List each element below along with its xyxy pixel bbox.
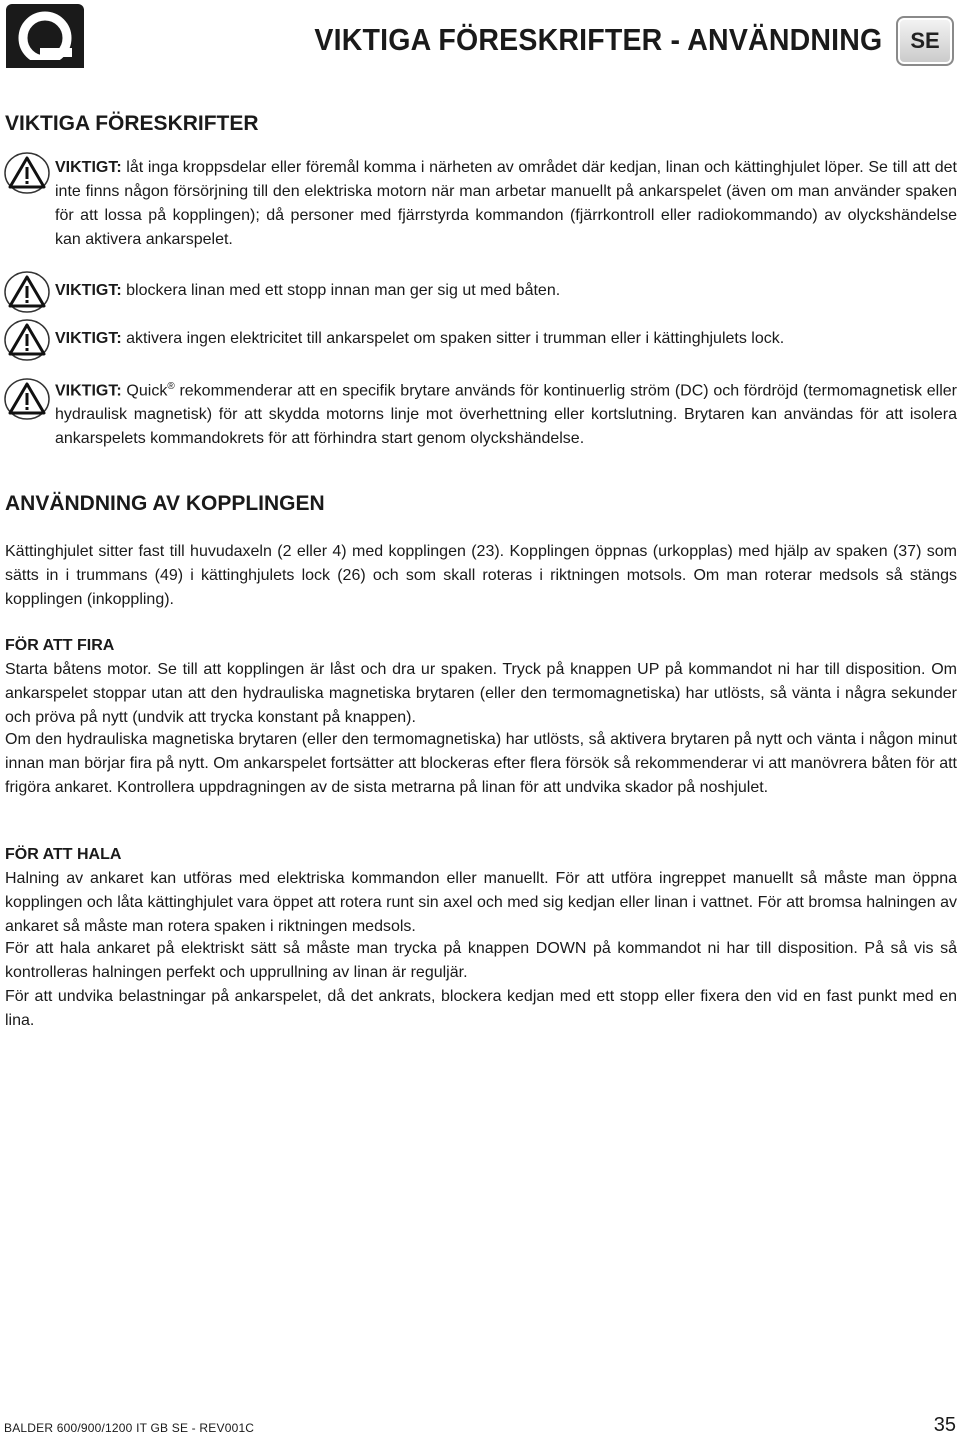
- warning-icon: [4, 152, 50, 194]
- warning-label: VIKTIGT:: [55, 382, 122, 400]
- subheading-lowering: FÖR ATT FIRA: [5, 637, 115, 654]
- warning-icon: [4, 319, 50, 361]
- warning-text: rekommenderar att en specifik brytare används för kontinuerlig ström (DC) och fördröjd (termomagnetisk eller hydraulisk magnetisk) för att skydda motorns linje mot överhettning eller kortslutning. Brytaren kan användas för att isolera ankarspelets kommandokrets för att förhindra start genom olyckshändelse.: [55, 382, 958, 448]
- warning-icon: [4, 271, 50, 313]
- warning-text-brand: Quick: [121, 382, 168, 400]
- warning-text: låt inga kroppsdelar eller föremål komma i närheten av området där kedjan, linan och kättinghjulet löper. Se till att det inte finns någon försörjning till den elektriska motorn när man arbetar manuellt på ankarspelet (även om man använder spaken för att lossa på kopplingen); då personer med fjärrstyrda kommandon (fjärrkontroll eller radiokommando) av olyckshändelse kan aktivera ankarspelet.: [55, 159, 957, 248]
- raising-paragraph-1: Halning av ankaret kan utföras med elektriska kommandon eller manuellt. För att utföra ingreppet manuellt så måste man öppna kopplingen och låta kättinghjulet vara öppet att rotera runt sin axel och med sig kedjan eller linan i vattnet. För att bromsa halningen av ankaret så måste man rotera spaken i riktningen medsols.: [5, 870, 957, 935]
- warning-label: VIKTIGT:: [55, 330, 122, 347]
- document-code: BALDER 600/900/1200 IT GB SE - REV001C: [4, 1421, 255, 1435]
- warning-text: aktivera ingen elektricitet till ankarspelet om spaken sitter i trumman eller i kättinghjulets lock.: [121, 330, 785, 347]
- language-badge: SE: [896, 16, 954, 66]
- quick-logo: [6, 4, 84, 68]
- section-heading-clutch-usage: ANVÄNDNING AV KOPPLINGEN: [5, 492, 325, 515]
- warning-label: VIKTIGT:: [55, 159, 122, 176]
- warning-label: VIKTIGT:: [55, 282, 122, 299]
- warning-icon: [4, 378, 50, 420]
- registered-mark: ®: [167, 381, 175, 392]
- page-number: 35: [933, 1414, 956, 1436]
- section-heading-important-rules: VIKTIGA FÖRESKRIFTER: [5, 112, 259, 135]
- warning-paragraph-2: [55, 279, 957, 303]
- raising-paragraph-3: För att undvika belastningar på ankarspelet, då det ankrats, blockera kedjan med ett stopp eller fixera den vid en fast punkt med en lina.: [5, 988, 957, 1029]
- page-title: VIKTIGA FÖRESKRIFTER - ANVÄNDNING: [313, 22, 882, 57]
- warning-paragraph-3: [55, 327, 957, 351]
- warning-paragraph-4: [55, 375, 957, 451]
- subheading-raising: FÖR ATT HALA: [5, 846, 122, 863]
- clutch-intro-paragraph: Kättinghjulet sitter fast till huvudaxeln (2 eller 4) med kopplingen (23). Kopplingen öppnas (urkopplas) med hjälp av spaken (37) som sätts in i trummans (49) i kättinghjulets lock (26) och som skall roteras i riktningen motsols. Om man roterar medsols så stängs kopplingen (inkoppling).: [5, 543, 957, 608]
- warning-text: blockera linan med ett stopp innan man ger sig ut med båten.: [121, 282, 561, 299]
- warning-paragraph-1: [55, 156, 957, 252]
- lowering-paragraph-2: Om den hydrauliska magnetiska brytaren (eller den termomagnetiska) har utlösts, så aktivera brytaren på nytt och vänta i någon minut innan man börjar fira på nytt. Om ankarspelet fortsätter att blockeras efter flera försök så rekommenderar vi att manövrera båten för att frigöra ankaret. Kontrollera uppdragningen av de sista metrarna på linan för att undvika skador på noshjulet.: [5, 731, 957, 796]
- raising-paragraph-2: För att hala ankaret på elektriskt sätt så måste man trycka på knappen DOWN på kommandot ni har till disposition. På så vis så kontrolleras halningen perfekt och upprullning av linan är reguljär.: [5, 940, 957, 981]
- lowering-paragraph-1: Starta båtens motor. Se till att kopplingen är låst och dra ur spaken. Tryck på knappen UP på kommandot ni har till disposition. Om ankarspelet stoppar utan att den hydrauliska magnetiska brytaren (eller den termomagnetiska) har utlösts, så vänta i några sekunder och pröva på nytt (undvik att trycka konstant på knappen).: [5, 661, 957, 726]
